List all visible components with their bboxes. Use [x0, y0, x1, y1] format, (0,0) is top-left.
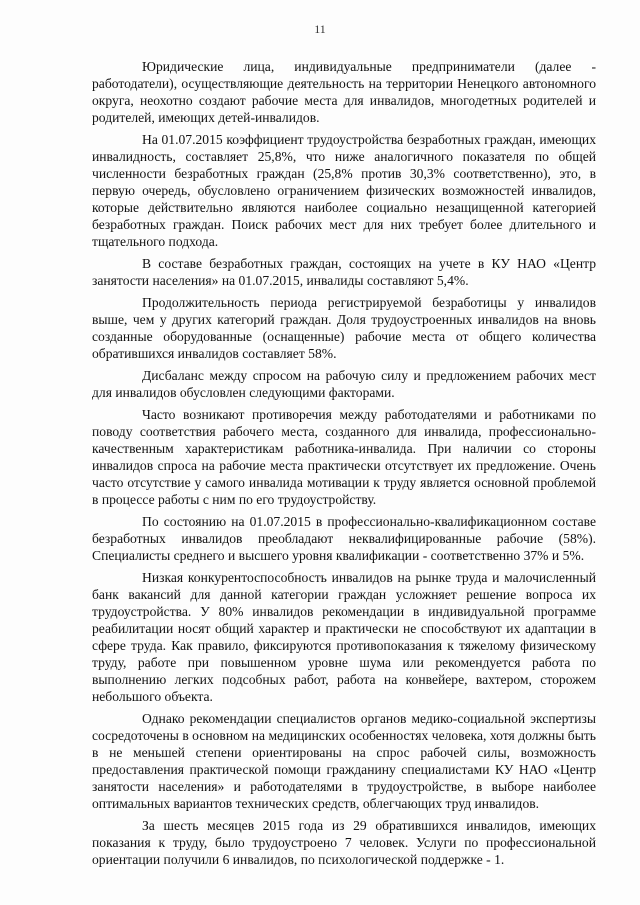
paragraph-employers: Юридические лица, индивидуальные предприниматели (далее - работодатели), осуществляющие деятельность на территории Ненецкого автономного округа, неохотно создают рабочие места для инвалидов, многодетных родителей и родителей, имеющих детей-инвалидов.: [92, 59, 596, 125]
paragraph-imbalance: Дисбаланс между спросом на рабочую силу и предложением рабочих мест для инвалидов обусловлен следующими факторами.: [92, 368, 596, 400]
paragraph-contradictions: Часто возникают противоречия между работодателями и работниками по поводу соответствия рабочего места, созданного для инвалида, профессионально-качественным характеристикам работника-инвалида. При наличии со стороны инвалидов спроса на рабочие места практически отсутствует их предложение. Очень часто отсутствие у самого инвалида мотивации к труду является основной проблемой в процессе работы с ним по его трудоустройству.: [92, 407, 596, 507]
paragraph-results: За шесть месяцев 2015 года из 29 обратившихся инвалидов, имеющих показания к труду, было трудоустроено 7 человек. Услуги по профессиональной ориентации получили 6 инвалидов, по психологической поддержке - 1.: [92, 818, 596, 867]
paragraph-employment-rate: На 01.07.2015 коэффициент трудоустройства безработных граждан, имеющих инвалидность, составляет 25,8%, что ниже аналогичного показателя по общей численности безработных граждан (25,8% против 30,3% соответственно), это, в первую очередь, обусловлено ограничением физических возможностей инвалидов, которые действительно являются наиболее социально незащищенной категорией безработных граждан. Поиск рабочих мест для них требует более длительного и тщательного подхода.: [92, 132, 596, 249]
page-number: 11: [314, 22, 326, 36]
document-body: [92, 58, 596, 873]
paragraph-unemployed-share: В составе безработных граждан, состоящих на учете в КУ НАО «Центр занятости населения» на 01.07.2015, инвалиды составляют 5,4%.: [92, 256, 596, 288]
paragraph-competitiveness: Низкая конкурентоспособность инвалидов на рынке труда и малочисленный банк вакансий для данной категории граждан усложняет решение вопроса их трудоустройства. У 80% инвалидов рекомендации в индивидуальной программе реабилитации носят общий характер и практически не способствуют их адаптации в сфере труда. Как правило, фиксируются противопоказания к тяжелому физическому труду, работе при повышенном уровне шума или рекомендуется работа по выполнению легких подсобных работ, работа на конвейере, вахтером, сторожем небольшого объекта.: [92, 570, 596, 704]
paragraph-qualification: По состоянию на 01.07.2015 в профессионально-квалификационном составе безработных инвалидов преобладают неквалифицированные рабочие (58%). Специалисты среднего и высшего уровня квалификации - соответственно 37% и 5%.: [92, 514, 596, 563]
paragraph-recommendations: Однако рекомендации специалистов органов медико-социальной экспертизы сосредоточены в основном на медицинских особенностях человека, хотя должны быть в не меньшей степени ориентированы на спрос рабочей силы, возможность предоставления практической помощи гражданину специалистами КУ НАО «Центр занятости населения» и работодателями в трудоустройстве, в выборе наиболее оптимальных вариантов технических средств, облегчающих труд инвалидов.: [92, 711, 596, 811]
paragraph-unemployment-duration: Продолжительность периода регистрируемой безработицы у инвалидов выше, чем у других категорий граждан. Доля трудоустроенных инвалидов на вновь созданные оборудованные (оснащенные) рабочие места от общего количества обратившихся инвалидов составляет 58%.: [92, 295, 596, 361]
